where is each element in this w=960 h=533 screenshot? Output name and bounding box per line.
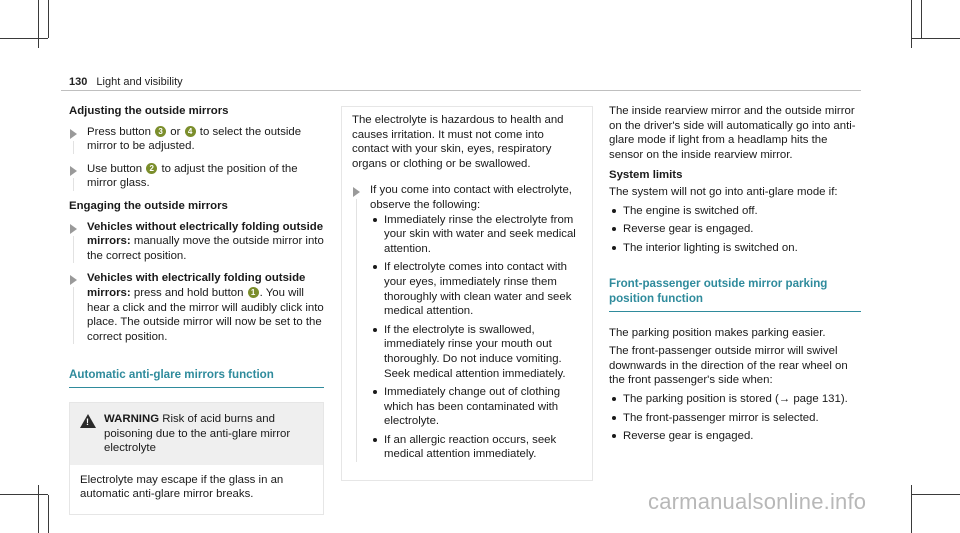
list-item (623, 392, 861, 407)
cross-reference-arrow-icon: → (778, 392, 791, 405)
adjust-step-2 (69, 162, 324, 191)
crop-mark (0, 38, 48, 39)
step-arrow-icon (70, 224, 77, 234)
warning-body: Electrolyte may escape if the glass in an automatic anti-glare mirror breaks. (80, 473, 284, 501)
list-item: The engine is switched off. (623, 204, 861, 219)
step-bar (356, 199, 357, 462)
crop-mark (912, 494, 960, 495)
contact-step (352, 183, 582, 462)
step-bar (73, 178, 74, 191)
limits-intro: The system will not go into anti-glare mode if: (609, 185, 838, 198)
column-middle (341, 106, 593, 481)
warning-header (70, 403, 323, 465)
step-bar (73, 287, 74, 344)
parking-p2: The front-passenger outside mirror will swivel downwards in the direction of the rear wheel on the front passenger's side when: (609, 345, 848, 387)
button-3-badge: 3 (155, 126, 166, 137)
warning-continuation-box (341, 106, 593, 481)
button-2-badge: 2 (146, 163, 157, 174)
button-4-badge: 4 (185, 126, 196, 137)
step-text: manually move the outside mirror into the correct position. (87, 235, 324, 262)
list-item: If electrolyte comes into contact with your eyes, immediately rinse them thoroughly with clean water and seek medical attention. (384, 260, 582, 318)
list-item: Reverse gear is engaged. (623, 222, 861, 237)
step-arrow-icon (70, 275, 77, 285)
step-bar (73, 236, 74, 264)
parking-p1: The parking position makes parking easier. (609, 326, 826, 339)
step-text: Use button (87, 162, 143, 175)
parking-position-section-title: Front-passenger outside mirror parking position function (609, 277, 861, 311)
electrolyte-intro: The electrolyte is hazardous to health and causes irritation. It must not come into contact with your skin, eyes, respiratory organs or clothing or be swallowed. (352, 114, 564, 170)
engage-step-2 (69, 271, 324, 344)
step-text: to adjust the position of the mirror glass. (87, 162, 298, 190)
step-text: or (170, 125, 181, 138)
step-text: press and hold button (133, 286, 244, 299)
step-text: If you come into contact with electrolyte, observe the following: (370, 184, 572, 211)
step-bold-text: Vehicles without electrically folding outside mirrors: (87, 220, 324, 248)
crop-mark (38, 0, 39, 48)
watermark: carmanualsonline.info (648, 489, 867, 514)
adjust-step-1 (69, 125, 324, 154)
step-text: . You will hear a click and the mirror will audibly click into place. The outside mirror will now be set to the correct position. (87, 286, 324, 343)
adjusting-heading: Adjusting the outside mirrors (69, 105, 229, 117)
header-divider (61, 90, 861, 91)
warning-label: WARNING (104, 412, 160, 425)
list-item: If the electrolyte is swallowed, immediately rinse your mouth out thoroughly. Do not induce vomiting. Seek medical attention immediately. (384, 323, 582, 381)
step-arrow-icon (353, 187, 360, 197)
list-item: If an allergic reaction occurs, seek medical attention immediately. (384, 433, 582, 462)
column-left (69, 104, 324, 515)
first-aid-list (370, 213, 582, 463)
engaging-heading: Engaging the outside mirrors (69, 199, 228, 212)
crop-mark (48, 0, 49, 38)
crop-mark (38, 485, 39, 533)
crop-mark (911, 0, 912, 48)
crop-mark (48, 495, 49, 533)
step-arrow-icon (70, 129, 77, 139)
page-number: 130 (69, 76, 88, 88)
engage-step-1 (69, 220, 324, 264)
page-reference-link[interactable]: page 131). (793, 392, 848, 405)
antiglare-intro: The inside rearview mirror and the outside mirror on the driver's side will automatically go into anti-glare mode if light from a headlamp hits the sensor on the inside rearview mirror. (609, 105, 856, 161)
parking-list (609, 392, 861, 444)
section-name: Light and visibility (96, 76, 183, 88)
list-item: The interior lighting is switched on. (623, 241, 861, 256)
step-arrow-icon (70, 166, 77, 176)
warning-box (69, 402, 324, 515)
warning-triangle-icon: ! (80, 414, 96, 428)
crop-mark (921, 0, 922, 38)
system-limits-heading: System limits (609, 169, 683, 182)
warning-title: Risk of acid burns and poisoning due to the anti-glare mirror electrolyte (104, 412, 291, 455)
button-1-badge: 1 (248, 287, 259, 298)
column-right (609, 104, 861, 448)
step-bar (73, 141, 74, 154)
step-bold-text: Vehicles with electrically folding outside mirrors: (87, 272, 306, 299)
step-text: to select the outside mirror to be adjusted. (87, 125, 302, 153)
list-item: Reverse gear is engaged. (623, 429, 861, 444)
limits-list (609, 204, 861, 256)
auto-antiglare-section-title: Automatic anti-glare mirrors function (69, 368, 324, 388)
list-item: Immediately rinse the electrolyte from your skin with water and seek medical attention. (384, 213, 582, 257)
list-item: Immediately change out of clothing which has been contaminated with electrolyte. (384, 385, 582, 429)
crop-mark (911, 485, 912, 533)
page-header (69, 75, 183, 90)
list-item-text: The parking position is stored ( (623, 392, 779, 405)
crop-mark (912, 38, 960, 39)
list-item: The front-passenger mirror is selected. (623, 411, 861, 426)
step-text: Press button (87, 125, 151, 138)
crop-mark (0, 494, 48, 495)
